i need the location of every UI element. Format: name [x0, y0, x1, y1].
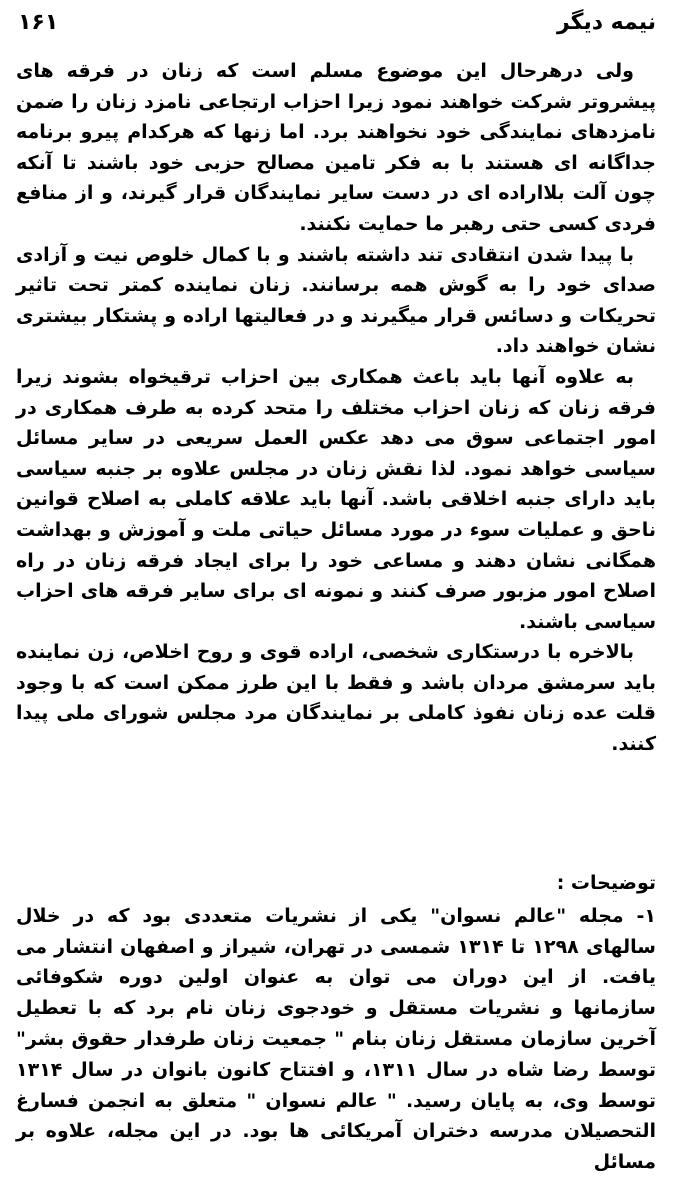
paragraph: با پیدا شدن انتقادی تند داشته باشند و با کمال خلوص نیت و آزادی صدای خود را به گوش همه برسانند. زنان نماینده کمتر تحت تاثیر تحریکات و دسائس قرار میگیرند و در فعالیتها اراده و پشتکار بیشتری نشان خواهند داد. — [16, 243, 656, 358]
note-item: ۱- مجله "عالم نسوان" یکی از نشریات متعددی بود که در خلال سالهای ۱۲۹۸ تا ۱۳۱۴ شمسی در تهران، شیراز و اصفهان انتشار می یافت. از این دوران می توان به عنوان اولین دوره شکوفائی سازمانها و نشریات مستقل و خودجوی زنان نام برد که با تعطیل آخرین سازمان مستقل زنان بنام " جمعیت زنان طرفدار حقوق بشر" توسط رضا شاه در سال ۱۳۱۱، و افتتاح کانون بانوان در سال ۱۳۱۴ توسط وی، به پایان رسید. " عالم نسوان " متعلق به انجمن فسارغ التحصیلان مدرسه دختران آمریکائی ها بود. در این مجله، علاوه بر مسائل — [16, 904, 656, 1174]
paragraph: بالاخره با درستکاری شخصی، اراده قوی و روح اخلاص، زن نماینده باید سرمشق مردان باشد و فقط با این طرز ممکن است که با وجود قلت عده زنان نفوذ کاملی بر نمایندگان مرد مجلس شورای ملی پیدا کنند. — [16, 641, 656, 756]
notes-heading: توضیحات : — [556, 872, 656, 894]
notes-section — [16, 868, 656, 1178]
page-number: ۱۶۱ — [18, 10, 59, 35]
running-title: نیمه دیگر — [556, 10, 656, 35]
body-text — [16, 56, 656, 760]
paragraph: به علاوه آنها باید باعث همکاری بین احزاب ترقیخواه بشوند زیرا فرقه زنان که زنان احزاب مختلف را متحد کرده به طرف همکاری در امور اجتماعی سوق می دهد عکس العمل سریعی در سایر مسائل سیاسی خواهد نمود. لذا نقش زنان در مجلس علاوه بر جنبه سیاسی باید دارای جنبه اخلاقی باشد. آنها باید علاقه کاملی به اصلاح قوانین ناحق و عملیات سوء در مورد مسائل حیاتی ملت و آموزش و بهداشت همگانی نشان دهند و مساعی خود را برای ایجاد فرقه زنان در راه اصلاح امور مزبور صرف کنند و نمونه ای برای سایر فرقه های احزاب سیاسی باشند. — [16, 365, 656, 633]
paragraph: ولی درهرحال این موضوع مسلم است که زنان در فرقه های پیشروتر شرکت خواهند نمود زیرا احزاب ارتجاعی نامزد زنان را ضمن نامزدهای نمایندگی خود نخواهند برد. اما زنها که هرکدام پیرو برنامه جداگانه ای هستند با به فکر تامین مصالح حزبی خود باشند تا آنکه چون آلت بلااراده ای در دست سایر نمایندگان قرار گیرند، و از منافع فردی کسی حتی رهبر ما حمایت نکنند. — [16, 60, 656, 235]
page-header — [18, 10, 656, 40]
